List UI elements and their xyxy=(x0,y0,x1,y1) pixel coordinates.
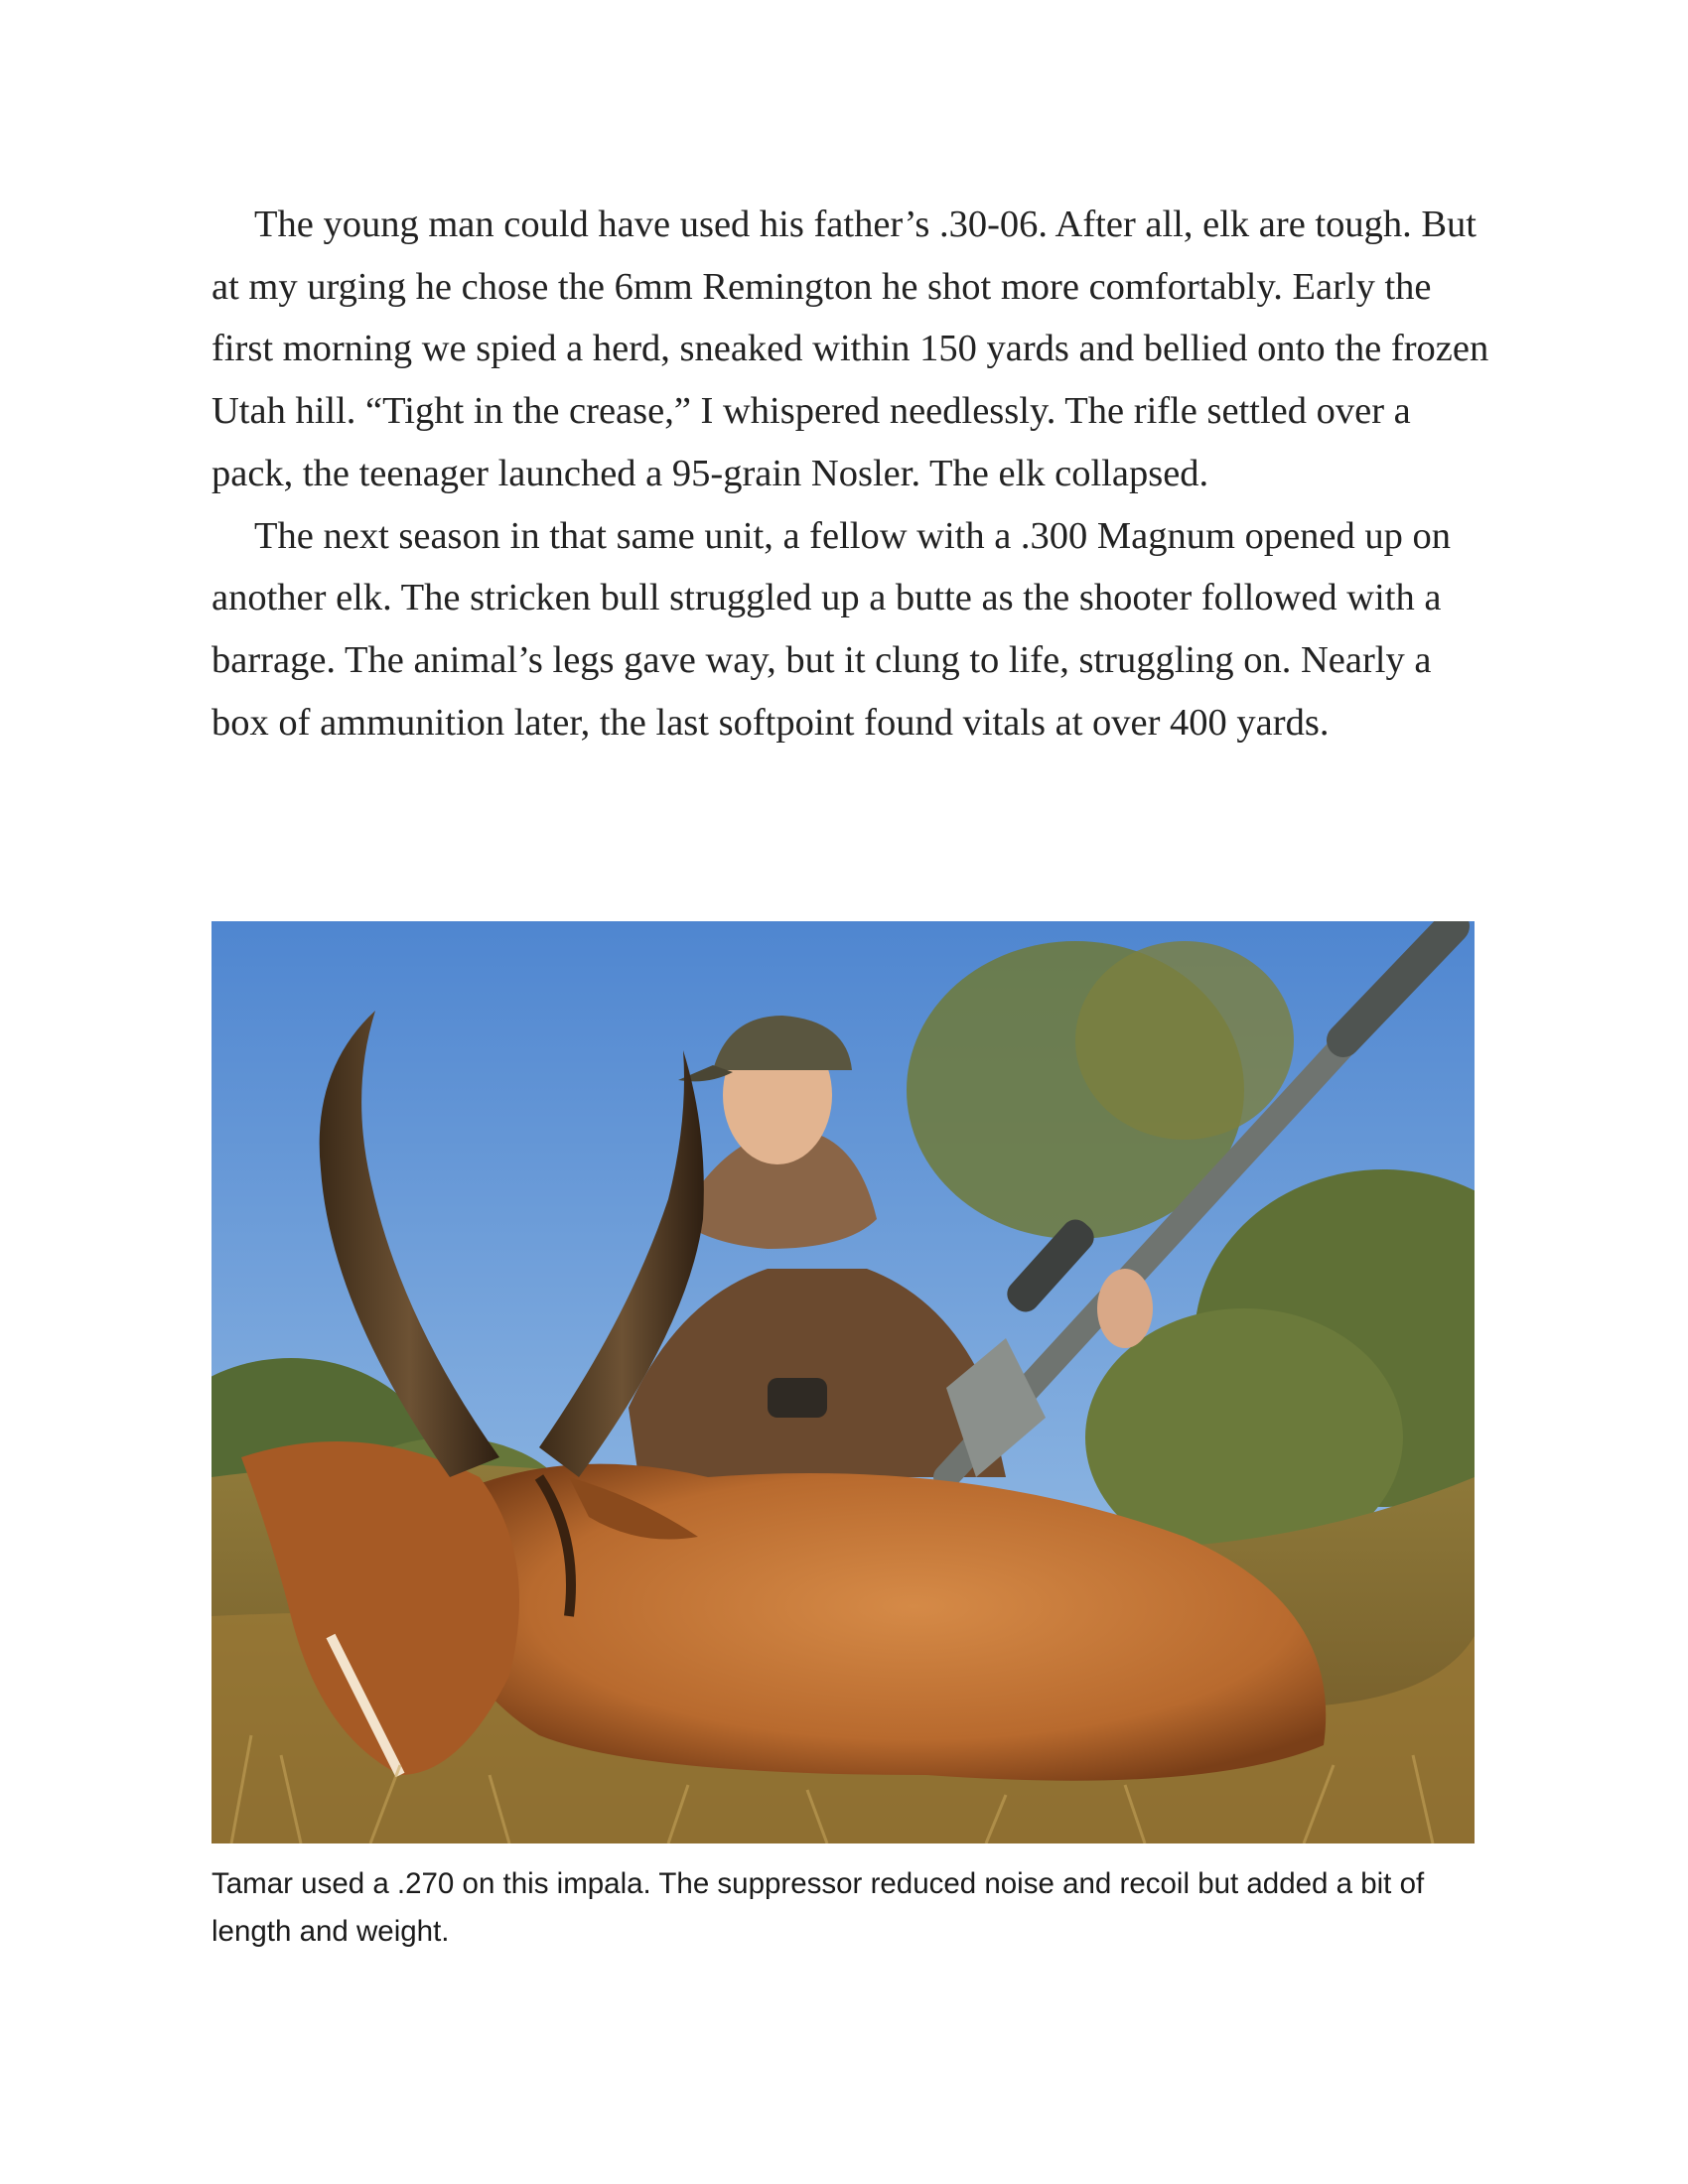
photo-caption: Tamar used a .270 on this impala. The suppressor reduced noise and recoil but added a bit of length and weight. xyxy=(211,1867,1425,1948)
paragraph: The next season in that same unit, a fellow with a .300 Magnum opened up on another elk. The stricken bull struggled up a butte as the shooter followed with a barrage. The animal’s legs gave way, but it clung to life, struggling on. Nearly a box of ammunition later, the last softpoint found vitals at over 400 yards. xyxy=(211,514,1452,744)
paragraph: The young man could have used his father’s .30-06. After all, elk are tough. But at my urging he chose the 6mm Remington he shot more comfortably. Early the first morning we spied a herd, sneaked within 150 yards and bellied onto the frozen Utah hill. “Tight in the crease,” I whispered needlessly. The rifle settled over a pack, the teenager launched a 95-grain Nosler. The elk collapsed. xyxy=(211,204,1489,494)
hunting-photo xyxy=(211,921,1475,1843)
article-body xyxy=(211,194,1492,753)
